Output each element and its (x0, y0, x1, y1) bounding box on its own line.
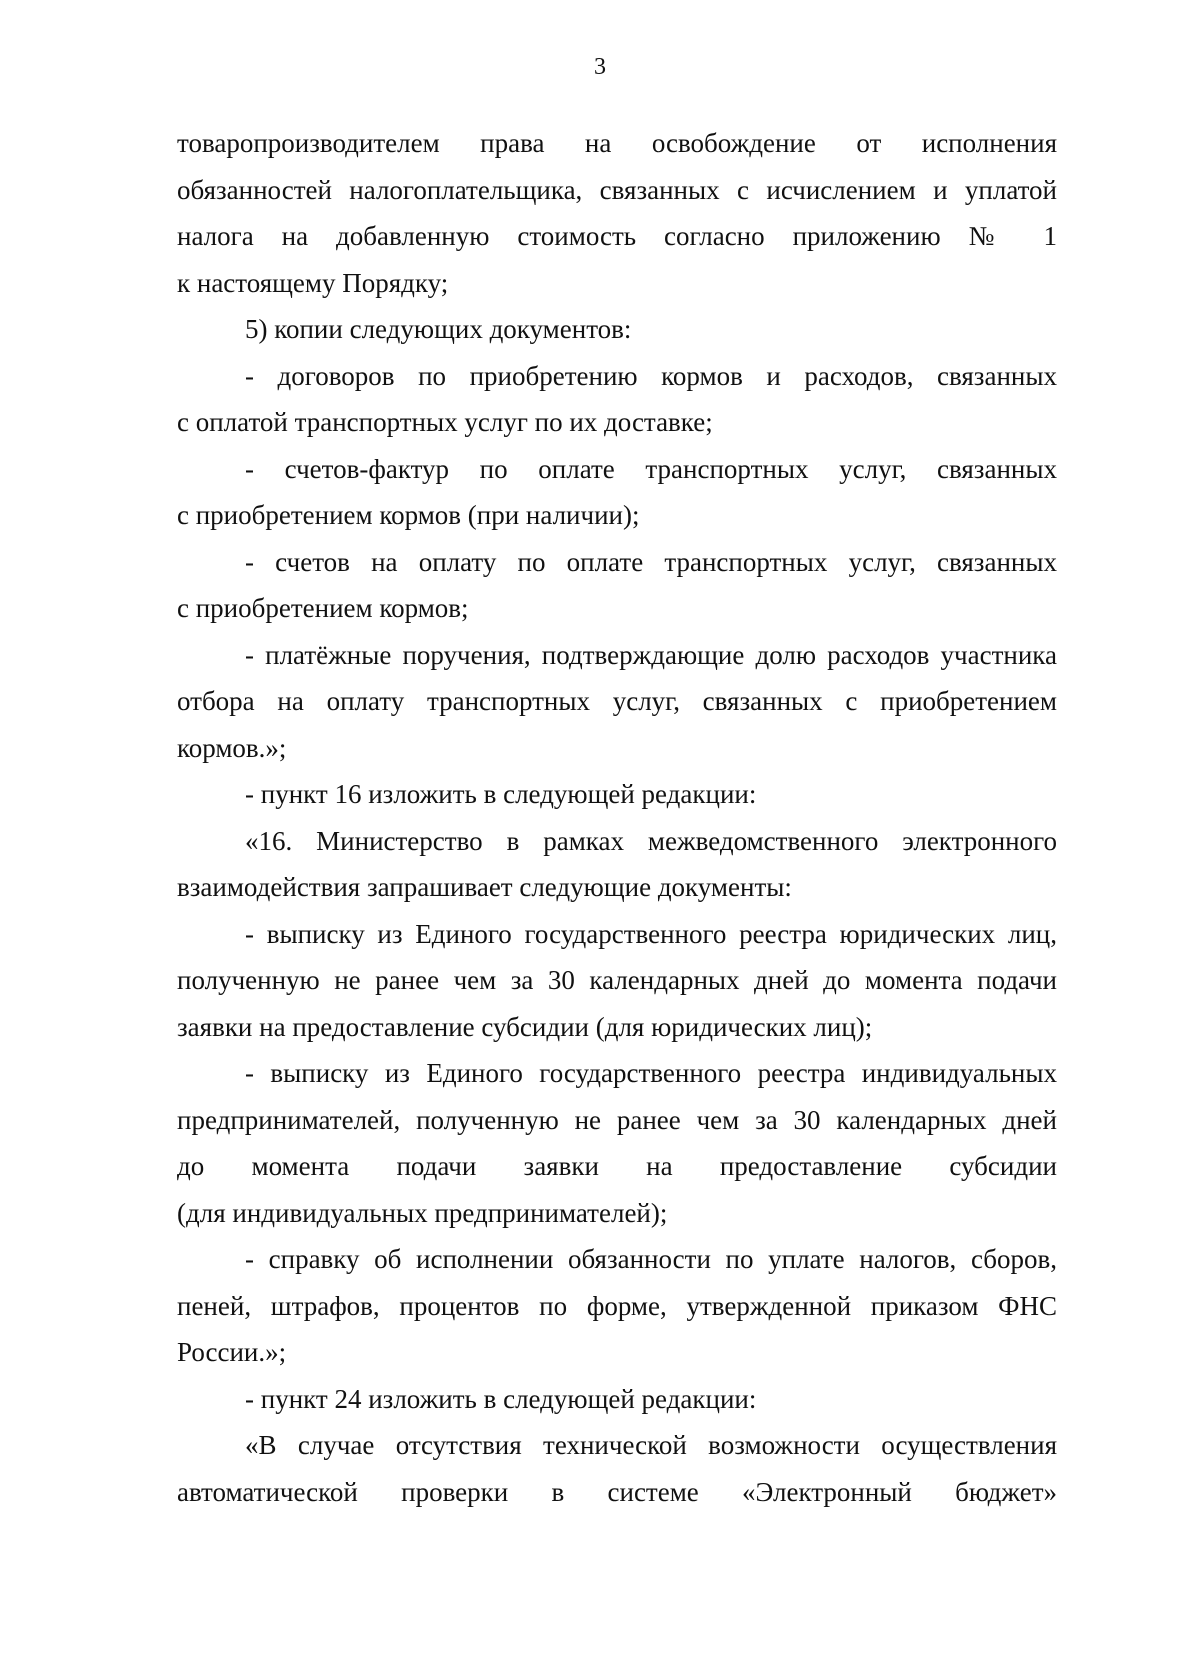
text-line: - пункт 16 изложить в следующей редакции: (245, 779, 757, 809)
text-line: с приобретением кормов (при наличии); (177, 500, 640, 530)
text-line: России.»; (177, 1337, 287, 1367)
text-line: - счетов-фактур по оплате транспортных услуг, связанных (245, 453, 1057, 484)
text-line: предпринимателей, полученную не ранее чем за 30 календарных дней (177, 1104, 1057, 1135)
text-line: «16. Министерство в рамках межведомственного электронного (245, 825, 1057, 856)
text-line: 5) копии следующих документов: (245, 314, 632, 344)
text-line: товаропроизводителем права на освобождение от исполнения (177, 128, 1057, 158)
text-line: полученную не ранее чем за 30 календарных дней до момента подачи (177, 965, 1057, 995)
text-line: обязанностей налогоплательщика, связанных с исчислением и уплатой (177, 174, 1057, 205)
text-line: «В случае отсутствия технической возможности осуществления (245, 1430, 1057, 1460)
text-line: автоматической проверки в системе «Электронный бюджет» (177, 1476, 1057, 1507)
text-line: - договоров по приобретению кормов и расходов, связанных (245, 360, 1057, 391)
text-line: заявки на предоставление субсидии (для юридических лиц); (177, 1011, 873, 1042)
text-line: - платёжные поручения, подтверждающие долю расходов участника (245, 639, 1057, 670)
text-line: взаимодействия запрашивает следующие документы: (177, 872, 792, 902)
text-line: (для индивидуальных предпринимателей); (177, 1197, 668, 1228)
text-line: - выписку из Единого государственного реестра юридических лиц, (245, 918, 1057, 949)
text-line: отбора на оплату транспортных услуг, связанных с приобретением (177, 686, 1057, 716)
text-line: кормов.»; (177, 732, 287, 763)
text-line: с приобретением кормов; (177, 593, 469, 623)
text-line: - пункт 24 изложить в следующей редакции: (245, 1383, 757, 1414)
text-line: пеней, штрафов, процентов по форме, утвержденной приказом ФНС (177, 1290, 1057, 1321)
text-line: налога на добавленную стоимость согласно приложению № 1 (177, 221, 1057, 251)
text-line: к настоящему Порядку; (177, 267, 449, 298)
text-line: - справку об исполнении обязанности по уплате налогов, сборов, (245, 1244, 1057, 1274)
text-line: до момента подачи заявки на предоставление субсидии (177, 1151, 1057, 1181)
text-line: - выписку из Единого государственного реестра индивидуальных (245, 1058, 1057, 1088)
page-number: 3 (594, 54, 606, 80)
document-body (177, 120, 1057, 1515)
text-line: с оплатой транспортных услуг по их доставке; (177, 407, 713, 437)
text-line: - счетов на оплату по оплате транспортных услуг, связанных (245, 546, 1057, 577)
